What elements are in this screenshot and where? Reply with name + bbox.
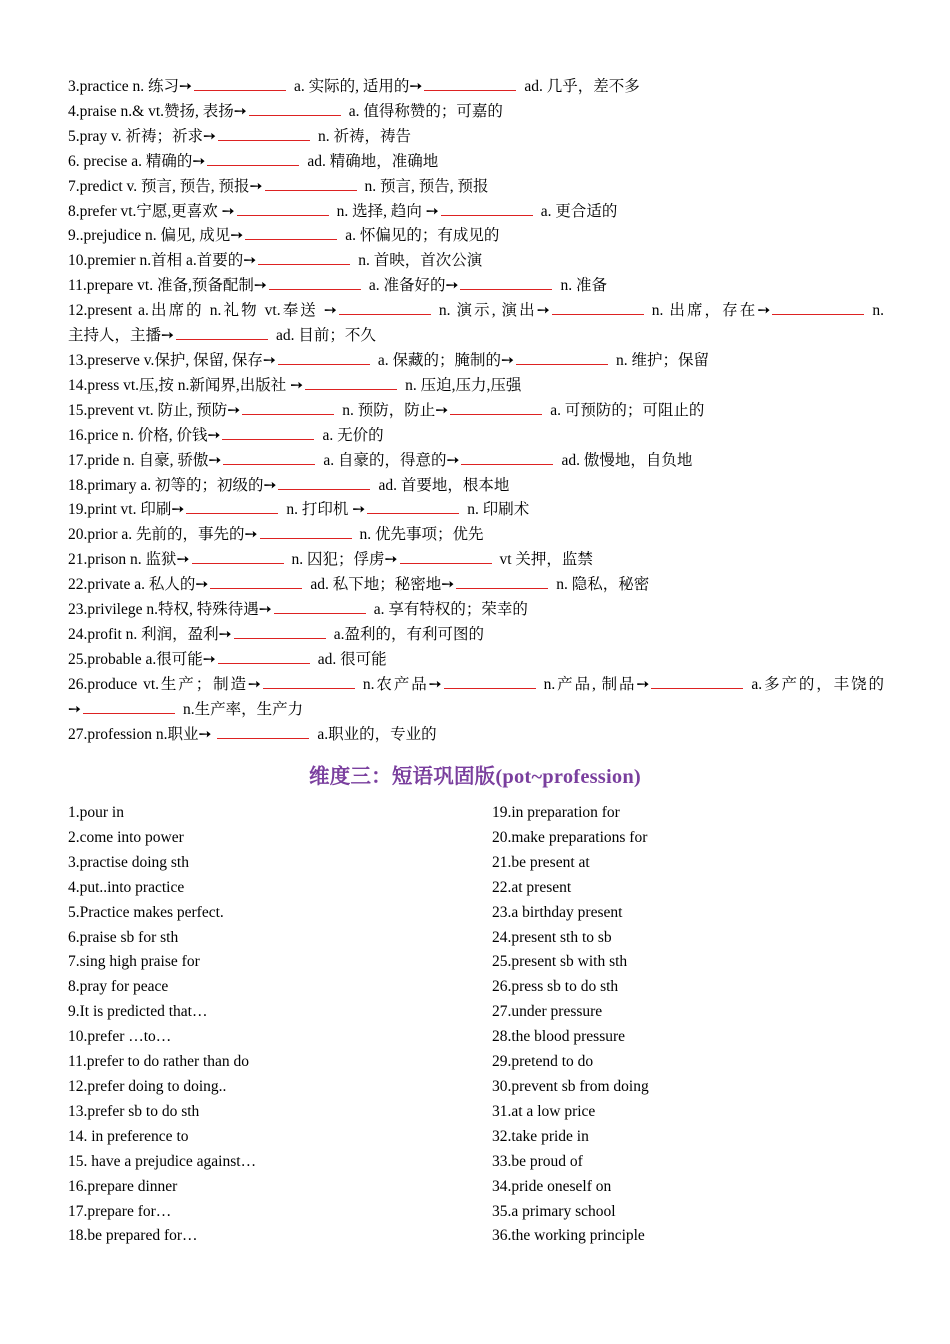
vocab-text: n. 演示, 演出➙ (438, 302, 550, 320)
answer-blank[interactable] (265, 176, 357, 191)
vocab-text: a.多产的，丰饶的 (751, 675, 884, 693)
phrase-item: 11.prefer to do rather than do (68, 1053, 250, 1071)
answer-blank[interactable] (460, 275, 552, 290)
answer-blank[interactable] (441, 201, 533, 216)
phrase-list-left (68, 801, 488, 1249)
vocab-text: a. 保藏的；腌制的➙ (377, 351, 514, 369)
answer-blank[interactable] (223, 450, 315, 465)
answer-blank[interactable] (218, 649, 310, 664)
vocab-text: 11.prepare vt. 准备,预备配制➙ (68, 277, 267, 295)
answer-blank[interactable] (245, 225, 337, 240)
vocab-line (68, 224, 884, 249)
answer-blank[interactable] (218, 126, 310, 141)
phrase-item: 23.a birthday present (492, 903, 623, 921)
phrase-item: 5.Practice makes perfect. (68, 903, 224, 921)
vocab-text: n.生产率，生产力 (183, 700, 304, 718)
answer-blank[interactable] (772, 300, 864, 315)
vocab-line (68, 274, 884, 299)
answer-blank[interactable] (207, 151, 299, 166)
vocab-derivation-section (68, 75, 884, 747)
phrase-item: 17.prepare for… (68, 1202, 172, 1220)
vocab-line (68, 573, 884, 598)
vocab-text: ➙ (68, 700, 81, 718)
phrase-item: 35.a primary school (492, 1202, 616, 1220)
vocab-line (68, 75, 884, 100)
phrase-item: 7.sing high praise for (68, 953, 200, 971)
vocab-text: n. 选择, 趋向 ➙ (336, 202, 439, 220)
vocab-line (68, 698, 884, 723)
vocab-text: 16.price n. 价格, 价钱➙ (68, 426, 221, 444)
phrase-item: 25.present sb with sth (492, 953, 628, 971)
phrase-item: 32.take pride in (492, 1127, 589, 1145)
vocab-line (68, 424, 884, 449)
answer-blank[interactable] (367, 499, 459, 514)
vocab-line (68, 100, 884, 125)
phrase-item: 10.prefer …to… (68, 1028, 172, 1046)
vocab-line (68, 249, 884, 274)
vocab-text: a. 实际的, 适用的➙ (294, 78, 423, 95)
vocab-text: ad. 几乎，差不多 (524, 78, 640, 95)
answer-blank[interactable] (263, 674, 355, 689)
vocab-line (68, 175, 884, 200)
vocab-text: 21.prison n. 监狱➙ (68, 551, 190, 569)
vocab-text: ad. 很可能 (317, 650, 387, 668)
vocab-text: vt 关押，监禁 (499, 551, 593, 569)
vocab-text: ad. 傲慢地，自负地 (561, 451, 693, 469)
vocab-text: 25.probable a.很可能➙ (68, 650, 216, 668)
section-heading: 维度三：短语巩固版(pot~profession) (309, 766, 641, 788)
vocab-text: 24.profit n. 利润，盈利➙ (68, 625, 232, 643)
vocab-line (68, 723, 884, 748)
phrase-item: 36.the working principle (492, 1227, 645, 1245)
phrase-list-right (492, 801, 912, 1249)
vocab-line (68, 324, 884, 349)
vocab-line (68, 449, 884, 474)
answer-blank[interactable] (424, 76, 516, 91)
phrase-item: 8.pray for peace (68, 978, 169, 996)
vocab-line (68, 299, 884, 324)
vocab-text: ad. 目前；不久 (276, 327, 376, 345)
answer-blank[interactable] (274, 599, 366, 614)
vocab-text: 主持人，主播➙ (68, 327, 174, 345)
vocab-text: a. 更合适的 (540, 202, 618, 220)
answer-blank[interactable] (194, 76, 286, 91)
vocab-text: ad. 首要地，根本地 (378, 476, 510, 494)
vocab-line (68, 523, 884, 548)
vocab-line (68, 673, 884, 698)
vocab-text: n.产品, 制品➙ (543, 675, 650, 693)
answer-blank[interactable] (222, 425, 314, 440)
phrase-item: 26.press sb to do sth (492, 978, 619, 996)
vocab-text: ad. 私下地；秘密地➙ (310, 576, 455, 594)
answer-blank[interactable] (651, 674, 743, 689)
answer-blank[interactable] (444, 674, 536, 689)
answer-blank[interactable] (278, 350, 370, 365)
phrase-item: 15. have a prejudice against… (68, 1152, 257, 1170)
vocab-text: 20.prior a. 先前的，事先的➙ (68, 526, 258, 544)
answer-blank[interactable] (237, 201, 329, 216)
vocab-text: a.盈利的，有利可图的 (333, 625, 484, 643)
vocab-text: a. 无价的 (322, 426, 384, 444)
vocab-text: a. 怀偏见的；有成见的 (345, 227, 500, 245)
phrase-item: 12.prefer doing to doing.. (68, 1077, 227, 1095)
vocab-line (68, 474, 884, 499)
answer-blank[interactable] (516, 350, 608, 365)
vocab-text: n. 压迫,压力,压强 (405, 376, 522, 394)
phrase-item: 28.the blood pressure (492, 1028, 626, 1046)
vocab-text: a. 自豪的，得意的➙ (323, 451, 460, 469)
vocab-text: 15.prevent vt. 防止, 预防➙ (68, 401, 241, 419)
answer-blank[interactable] (186, 499, 278, 514)
answer-blank[interactable] (552, 300, 644, 315)
vocab-line (68, 548, 884, 573)
phrase-item: 1.pour in (68, 804, 124, 821)
vocab-text: a. 准备好的➙ (368, 277, 459, 295)
vocab-text: 7.predict v. 预言, 预告, 预报➙ (68, 177, 263, 195)
answer-blank[interactable] (456, 574, 548, 589)
vocab-text: 26.produce vt.生产；制造➙ (68, 675, 261, 693)
vocab-text: n. 囚犯；俘虏➙ (291, 551, 398, 569)
vocab-text: 23.privilege n.特权, 特殊待遇➙ (68, 601, 272, 619)
answer-blank[interactable] (210, 574, 302, 589)
answer-blank[interactable] (83, 699, 175, 714)
vocab-text: 4.praise n.& vt.赞扬, 表扬➙ (68, 102, 247, 120)
answer-blank[interactable] (234, 624, 326, 639)
vocab-text: n. 准备 (560, 277, 607, 295)
answer-blank[interactable] (260, 524, 352, 539)
vocab-text: a. 享有特权的；荣幸的 (373, 601, 528, 619)
vocab-text: 17.pride n. 自豪, 骄傲➙ (68, 451, 222, 469)
vocab-text: 19.print vt. 印刷➙ (68, 501, 185, 519)
vocab-text: 27.profession n.职业➙ (68, 725, 216, 743)
vocab-text: n. 印刷术 (467, 501, 530, 519)
vocab-line (68, 598, 884, 623)
phrase-item: 2.come into power (68, 828, 184, 846)
phrase-item: 13.prefer sb to do sth (68, 1102, 200, 1120)
vocab-text: n.农产品➙ (362, 675, 442, 693)
vocab-text: n. 预言, 预告, 预报 (364, 177, 489, 195)
vocab-text: 9..prejudice n. 偏见, 成见➙ (68, 227, 244, 245)
vocab-text: 3.practice n. 练习➙ (68, 78, 193, 95)
phrase-item: 21.be present at (492, 853, 590, 871)
vocab-line (68, 150, 884, 175)
vocab-text: 5.pray v. 祈祷；祈求➙ (68, 127, 217, 145)
vocab-line (68, 498, 884, 523)
phrase-item: 30.prevent sb from doing (492, 1077, 649, 1095)
answer-blank[interactable] (450, 400, 542, 415)
phrase-item: 29.pretend to do (492, 1053, 594, 1071)
vocab-line (68, 648, 884, 673)
phrase-item: 34.pride oneself on (492, 1177, 612, 1195)
answer-blank[interactable] (176, 325, 268, 340)
vocab-text: 13.preserve v.保护, 保留, 保存➙ (68, 351, 276, 369)
vocab-text: a.职业的，专业的 (317, 725, 437, 743)
phrase-item: 19.in preparation for (492, 804, 620, 821)
vocab-line (68, 623, 884, 648)
answer-blank[interactable] (192, 549, 284, 564)
vocab-text: n. 出席，存在➙ (651, 302, 771, 320)
vocab-text: n. 优先事项；优先 (359, 526, 484, 544)
vocab-text: n. 维护；保留 (615, 351, 709, 369)
phrase-item: 20.make preparations for (492, 828, 648, 846)
vocab-text: a. 值得称赞的；可嘉的 (348, 102, 503, 120)
vocab-text: n. 首映，首次公演 (358, 252, 483, 270)
answer-blank[interactable] (339, 300, 431, 315)
vocab-text: 12.present a.出席的 n.礼物 vt.奉送 ➙ (68, 302, 337, 320)
answer-blank[interactable] (217, 724, 309, 739)
answer-blank[interactable] (278, 475, 370, 490)
phrase-item: 18.be prepared for… (68, 1227, 198, 1245)
phrase-item: 22.at present (492, 878, 572, 896)
vocab-text: n. 隐私，秘密 (556, 576, 650, 594)
phrase-item: 16.prepare dinner (68, 1177, 178, 1195)
answer-blank[interactable] (305, 375, 397, 390)
vocab-text: 14.press vt.压,按 n.新闻界,出版社 ➙ (68, 376, 304, 394)
vocab-text: n. (872, 302, 884, 320)
vocab-text: ad. 精确地，准确地 (307, 152, 439, 170)
vocab-line (68, 399, 884, 424)
answer-blank[interactable] (461, 450, 553, 465)
answer-blank[interactable] (242, 400, 334, 415)
phrase-item: 3.practise doing sth (68, 853, 189, 871)
phrase-item: 27.under pressure (492, 1003, 603, 1021)
vocab-text: a. 可预防的；可阻止的 (550, 401, 705, 419)
phrase-item: 4.put..into practice (68, 878, 185, 896)
vocab-text: 22.private a. 私人的➙ (68, 576, 209, 594)
vocab-line (68, 349, 884, 374)
phrase-item: 14. in preference to (68, 1127, 189, 1145)
phrase-item: 24.present sth to sb (492, 928, 612, 946)
vocab-line (68, 125, 884, 150)
vocab-line (68, 200, 884, 225)
vocab-text: n. 打印机 ➙ (286, 501, 366, 519)
phrase-item: 9.It is predicted that… (68, 1003, 208, 1021)
answer-blank[interactable] (400, 549, 492, 564)
answer-blank[interactable] (258, 250, 350, 265)
vocab-text: 18.primary a. 初等的；初级的➙ (68, 476, 277, 494)
vocab-text: 10.premier n.首相 a.首要的➙ (68, 252, 257, 270)
phrase-item: 6.praise sb for sth (68, 928, 179, 946)
vocab-text: n. 预防，防止➙ (342, 401, 449, 419)
phrase-item: 31.at a low price (492, 1102, 596, 1120)
vocab-line (68, 374, 884, 399)
answer-blank[interactable] (249, 101, 341, 116)
vocab-text: n. 祈祷，祷告 (318, 127, 412, 145)
phrase-item: 33.be proud of (492, 1152, 583, 1170)
vocab-text: 8.prefer vt.宁愿,更喜欢 ➙ (68, 202, 235, 220)
vocab-text: 6. precise a. 精确的➙ (68, 152, 206, 170)
answer-blank[interactable] (269, 275, 361, 290)
